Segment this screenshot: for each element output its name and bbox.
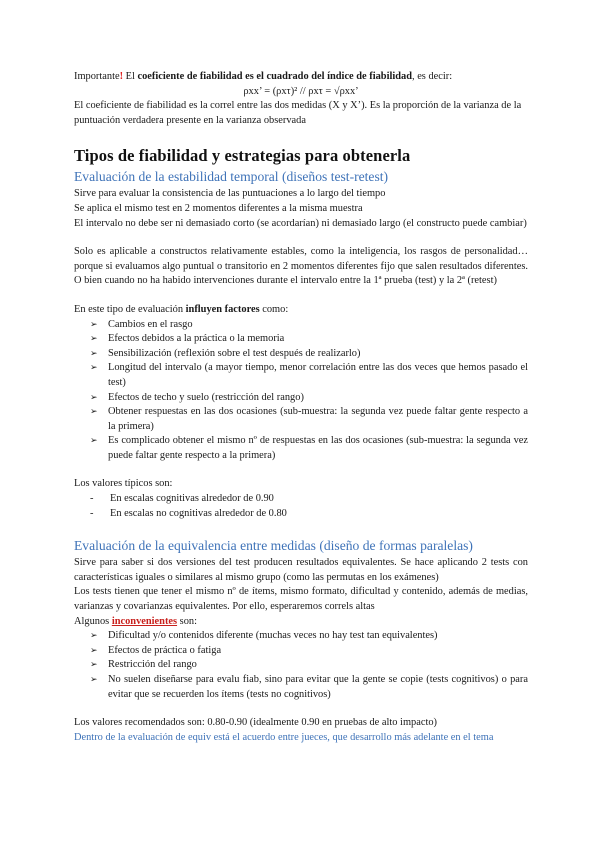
- spacer: [74, 702, 528, 716]
- equivalence-heading: Evaluación de la equivalencia entre medidas (diseño de formas paralelas): [74, 538, 473, 554]
- dash-bullet-icon: -: [90, 507, 94, 519]
- equivalence-line-1: Sirve para saber si dos versiones del test producen resultados equivalentes. Se hace aplicando 2 tests con características iguales o similares al mismo grupo (como las permutas en los exámenes): [74, 557, 528, 583]
- factors-bold: influyen factores: [185, 303, 260, 315]
- equivalence-line-2: Los tests tienen que tener el mismo nº de ítems, mismo formato, dificultad y contenido, además de medias, varianzas y covarianzas equivalentes. Por ello, esperaremos correls altas: [74, 586, 528, 613]
- temporal-line-3: El intervalo no debe ser ni demasiado corto (se acordarían) ni demasiado largo (el constructo puede cambiar): [74, 217, 527, 229]
- list-item-text: Restricción del rango: [108, 659, 197, 671]
- list-item-text: Efectos de práctica o fatiga: [108, 644, 222, 656]
- arrow-bullet-icon: ➢: [90, 660, 98, 671]
- intro-line: [74, 70, 528, 85]
- inconvenientes-word: inconvenientes: [111, 615, 178, 627]
- arrow-bullet-icon: ➢: [90, 334, 98, 345]
- list-item: [90, 405, 528, 434]
- list-item: [90, 434, 528, 463]
- list-item-text: Longitud del intervalo (a mayor tiempo, menor correlación entre las dos veces que hemos pasado el test): [108, 362, 528, 388]
- inconvenientes-intro: [74, 615, 528, 630]
- factors-list: [74, 318, 528, 464]
- intro-paragraph: El coeficiente de fiabilidad es la correl entre las dos medidas (X y X’). Es la proporción de la varianza de la puntuación verdadera presente en la varianza observada: [74, 100, 522, 126]
- recommended-values: Los valores recomendados son: 0.80-0.90 (idealmente 0.90 en pruebas de alto impacto): [74, 717, 437, 729]
- arrow-bullet-icon: ➢: [90, 407, 98, 418]
- dash-bullet-icon: -: [90, 493, 94, 505]
- factors-intro-end: como:: [259, 303, 289, 315]
- list-item: [90, 507, 528, 522]
- temporal-line-1: Sirve para evaluar la consistencia de las puntuaciones a lo largo del tiempo: [74, 188, 386, 200]
- important-exclamation: !: [119, 71, 124, 82]
- list-item: [90, 629, 528, 644]
- list-item-text: Sensibilización (reflexión sobre el test después de realizarlo): [108, 347, 361, 359]
- typical-list: [74, 492, 528, 521]
- list-item: [90, 673, 528, 702]
- spacer: [74, 521, 528, 537]
- document-page: [74, 70, 528, 745]
- list-item-text: Dificultad y/o contenidos diferente (muchas veces no hay test tan equivalentes): [108, 630, 438, 642]
- list-item-text: En escalas no cognitivas alrededor de 0.80: [110, 507, 287, 519]
- factors-intro-text: En este tipo de evaluación: [74, 303, 186, 315]
- list-item-text: Cambios en el rasgo: [108, 318, 193, 330]
- intro-bold-text: coeficiente de fiabilidad es el cuadrado del índice de fiabilidad: [137, 71, 412, 82]
- list-item: [90, 391, 528, 406]
- judges-agreement-link[interactable]: Dentro de la evaluación de equiv está el acuerdo entre jueces, que desarrollo más adelante en el tema: [74, 731, 494, 743]
- spacer: [74, 289, 528, 303]
- list-item-text: Efectos de techo y suelo (restricción del rango): [108, 391, 304, 403]
- spacer: [74, 231, 528, 245]
- typical-intro: Los valores típicos son:: [74, 478, 173, 490]
- list-item-text: Obtener respuestas en las dos ocasiones (sub-muestra: la segunda vez puede faltar gente respecto a la primera): [108, 406, 528, 432]
- formula: ρxx’ = (ρxτ)² // ρxτ = √ρxx’: [243, 85, 359, 97]
- arrow-bullet-icon: ➢: [90, 348, 98, 359]
- arrow-bullet-icon: ➢: [90, 319, 98, 330]
- list-item: [90, 492, 528, 507]
- temporal-line-2: Se aplica el mismo test en 2 momentos diferentes a la misma muestra: [74, 202, 363, 214]
- temporal-paragraph: Solo es aplicable a constructos relativamente estables, como la inteligencia, los rasgos de personalidad… porque si evaluamos algo puntual o transitorio en 2 momentos diferentes fijo que salen resultados diferentes. O bien cuando no ha habido intervenciones durante el intervalo entre la 1ª prueba (test) y la 2ª (retest): [74, 246, 528, 287]
- important-label: Importante: [74, 71, 120, 82]
- arrow-bullet-icon: ➢: [90, 436, 98, 447]
- intro-text-end: , es decir:: [412, 71, 453, 82]
- list-item: [90, 318, 528, 333]
- list-item: [90, 332, 528, 347]
- arrow-bullet-icon: ➢: [90, 645, 98, 656]
- list-item: [90, 361, 528, 390]
- list-item-text: Es complicado obtener el mismo nº de respuestas en las dos ocasiones (sub-muestra: la segunda vez puede faltar gente respecto a la primera): [108, 435, 528, 461]
- factors-intro: [74, 303, 528, 318]
- inconvenientes-list: [74, 629, 528, 702]
- list-item: [90, 347, 528, 362]
- arrow-bullet-icon: ➢: [90, 675, 98, 685]
- temporal-heading: Evaluación de la estabilidad temporal (diseños test-retest): [74, 169, 389, 185]
- list-item-text: No suelen diseñarse para evalu fiab, sino para evitar que la gente se copie (tests cognitivos) o para evitar que se recuerden los ítems (tests no cognitivos): [108, 674, 528, 700]
- arrow-bullet-icon: ➢: [90, 363, 98, 374]
- list-item-text: Efectos debidos a la práctica o la memoria: [108, 333, 285, 345]
- incon-intro-end: son:: [177, 615, 197, 627]
- incon-intro-text: Algunos: [74, 615, 112, 627]
- intro-text: El: [123, 71, 138, 82]
- list-item-text: En escalas cognitivas alrededor de 0.90: [110, 493, 274, 505]
- arrow-bullet-icon: ➢: [90, 631, 98, 642]
- arrow-bullet-icon: ➢: [90, 392, 98, 403]
- list-item: [90, 644, 528, 659]
- list-item: [90, 658, 528, 673]
- spacer: [74, 463, 528, 477]
- section-title: Tipos de fiabilidad y estrategias para obtenerla: [74, 146, 411, 166]
